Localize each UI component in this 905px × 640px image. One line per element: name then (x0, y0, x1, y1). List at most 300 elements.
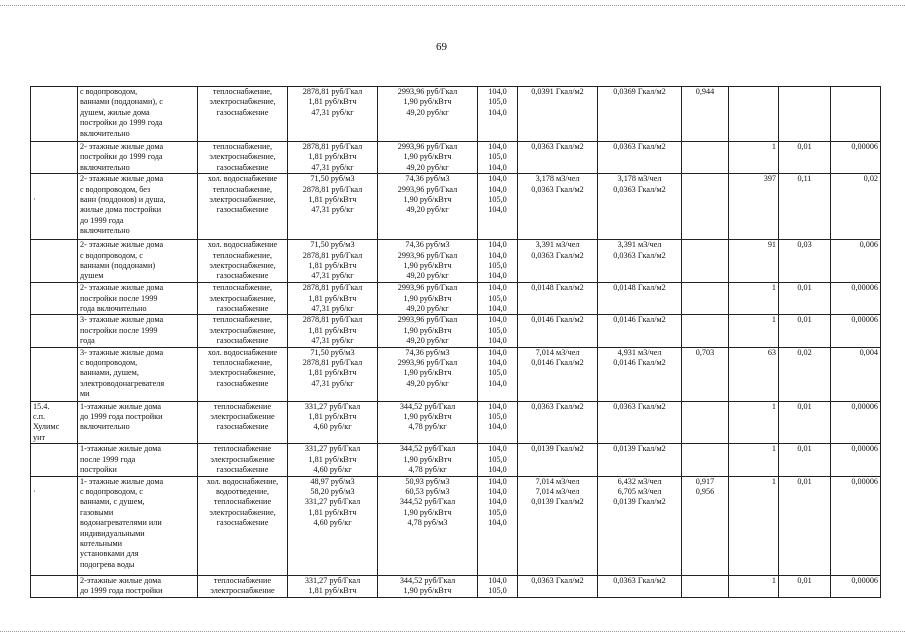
coefficient-cell (682, 401, 729, 444)
tariff-index-cell (478, 444, 518, 476)
cell-line: 331,27 руб/Гкал (304, 401, 361, 411)
cell-line: 1,90 руб/кВтч (403, 585, 452, 595)
cell-line: 15.4. (33, 401, 50, 411)
cell-line: 1,81 руб/кВтч (308, 152, 357, 162)
share2-cell (831, 575, 881, 597)
cell-line: электроснабжение (210, 454, 275, 464)
cell-line: 4,78 руб/кг (408, 465, 447, 475)
services-cell (198, 401, 288, 444)
cell-line: газоснабжение (216, 162, 269, 172)
cell-line: 0,0139 Гкал/м2 (613, 497, 666, 507)
cell-line: 105,0 (488, 97, 507, 107)
building-type-cell (78, 315, 198, 347)
cell-line: 105,0 (488, 195, 507, 205)
table-row (31, 142, 881, 174)
cell-line: 4,60 руб/кг (313, 518, 352, 528)
cell-line (33, 185, 75, 195)
cell-line: 47,31 руб/кг (311, 205, 354, 215)
cell-line: 0,01 (797, 476, 812, 486)
cell-line: 0,004 (859, 347, 878, 357)
cell-line: 4,78 руб/м3 (407, 518, 448, 528)
tariff-new-cell (378, 142, 478, 174)
norm-new-cell (598, 315, 682, 347)
services-cell (198, 575, 288, 597)
cell-line: 2-этажные жилые дома (80, 575, 162, 585)
cell-line: 0,944 (695, 87, 715, 96)
tariff-new-cell (378, 401, 478, 444)
count-cell (729, 315, 779, 347)
cell-line: 104,0 (488, 378, 507, 388)
cell-line: ваннами (поддонами), с (80, 97, 163, 107)
cell-line: 0,11 (797, 174, 812, 184)
count-cell (729, 476, 779, 575)
building-type-cell (78, 283, 198, 315)
cell-line: хол. водоснабжение (207, 240, 278, 250)
cell-line: электроснабжение, (209, 195, 276, 205)
cell-line: теплоснабжение, (212, 142, 273, 151)
tariff-base-cell (288, 174, 378, 240)
cell-line: 344,52 руб/Гкал (399, 497, 456, 507)
cell-line: теплоснабжение, (212, 250, 273, 260)
coefficient-cell (682, 444, 729, 476)
share-cell (779, 174, 831, 240)
municipality-cell (31, 347, 78, 401)
norm-base-cell (518, 315, 598, 347)
cell-line: теплоснабжение, (212, 184, 273, 194)
cell-line: 104,0 (488, 87, 507, 96)
tariff-base-cell (288, 87, 378, 142)
cell-line: электроснабжение, (209, 368, 276, 378)
cell-line: газовыми (80, 507, 114, 517)
cell-line: 7,014 м3/чел (535, 476, 580, 486)
cell-line: теплоснабжение (213, 497, 272, 507)
cell-line: 2878,81 руб/Гкал (302, 184, 363, 194)
tariff-new-cell (378, 575, 478, 597)
cell-line: 1 (771, 283, 776, 293)
tariff-new-cell (378, 283, 478, 315)
table-row (31, 401, 881, 444)
cell-line: 1 (771, 401, 776, 411)
tariff-base-cell (288, 240, 378, 283)
cell-line: газоснабжение (216, 304, 269, 314)
share2-cell (831, 444, 881, 476)
tariff-index-cell (478, 575, 518, 597)
cell-line: 47,31 руб/кг (311, 162, 354, 172)
cell-line: индивидуальными (80, 528, 145, 538)
cell-line: 0,0146 Гкал/м2 (531, 315, 584, 325)
cell-line: газоснабжение (216, 271, 269, 281)
cell-line: 60,53 руб/м3 (405, 486, 450, 496)
cell-line: душем (80, 271, 104, 281)
cell-line (33, 174, 75, 184)
norm-base-cell (518, 283, 598, 315)
services-cell (198, 174, 288, 240)
cell-line: 0,00006 (851, 575, 878, 585)
cell-line: 47,31 руб/кг (311, 304, 354, 314)
count-cell (729, 174, 779, 240)
share-cell (779, 444, 831, 476)
cell-line: 1,81 руб/кВтч (308, 585, 357, 595)
share-cell (779, 240, 831, 283)
cell-line: 0,0363 Гкал/м2 (613, 575, 666, 585)
tariff-new-cell (378, 87, 478, 142)
services-cell (198, 444, 288, 476)
cell-line: 1,90 руб/кВтч (403, 97, 452, 107)
cell-line (33, 477, 75, 487)
cell-line: 1- этажные жилые дома (80, 476, 164, 486)
page-number: 69 (436, 41, 447, 53)
cell-line: 104,0 (488, 142, 507, 151)
services-cell (198, 476, 288, 575)
cell-line: 1 (771, 575, 776, 585)
cell-line: 91 (767, 240, 776, 250)
cell-line: 49,20 руб/кг (406, 205, 449, 215)
cell-line: 49,20 руб/кг (406, 304, 449, 314)
cell-line: 2878,81 руб/Гкал (302, 142, 363, 151)
cell-line: 104,0 (488, 304, 507, 314)
cell-line: 74,36 руб/м3 (405, 240, 450, 250)
cell-line: Хулимс (33, 422, 60, 432)
cell-line: 105,0 (488, 412, 507, 422)
cell-line: 2993,96 руб/Гкал (397, 250, 458, 260)
cell-line: 2- этажные жилые дома (80, 174, 164, 184)
norm-new-cell (598, 575, 682, 597)
cell-line: теплоснабжение, (212, 315, 273, 325)
municipality-cell (31, 444, 78, 476)
norm-new-cell (598, 476, 682, 575)
coefficient-cell (682, 240, 729, 283)
cell-line: 47,31 руб/кг (311, 336, 354, 346)
cell-line: 1,81 руб/кВтч (308, 454, 357, 464)
cell-line: электроснабжение, (209, 152, 276, 162)
cell-line: 0,0146 Гкал/м2 (613, 358, 666, 368)
cell-line: 3,178 м3/чел (535, 174, 580, 184)
tariff-index-cell (478, 347, 518, 401)
building-type-cell (78, 174, 198, 240)
cell-line: 47,31 руб/кг (311, 271, 354, 281)
cell-line: 104,0 (488, 315, 507, 325)
cell-line: газоснабжение (216, 465, 269, 475)
norm-new-cell (598, 444, 682, 476)
cell-line: электроснабжение, (209, 97, 276, 107)
tariff-base-cell (288, 347, 378, 401)
cell-line: 0,0146 Гкал/м2 (531, 358, 584, 368)
cell-line: 71,50 руб/м3 (310, 240, 355, 250)
cell-line: 49,20 руб/кг (406, 378, 449, 388)
cell-line: 0,02 (863, 174, 878, 184)
share2-cell (831, 174, 881, 240)
cell-line: 74,36 руб/м3 (405, 347, 450, 357)
cell-line: 1,90 руб/кВтч (403, 195, 452, 205)
cell-line: 63 (767, 347, 776, 357)
cell-line: 0,00006 (851, 476, 878, 486)
norm-new-cell (598, 240, 682, 283)
cell-line: хол. водоснабжение (207, 347, 278, 357)
cell-line: 6,432 м3/чел (617, 476, 662, 486)
cell-line: 2878,81 руб/Гкал (302, 283, 363, 293)
cell-line: 104,0 (488, 358, 507, 368)
cell-line: 397 (763, 174, 776, 184)
cell-line: 104,0 (488, 518, 507, 528)
share2-cell (831, 476, 881, 575)
cell-line: 344,52 руб/Гкал (399, 401, 456, 411)
share2-cell (831, 142, 881, 174)
cell-line: котельными (80, 538, 123, 548)
municipality-cell (31, 87, 78, 142)
cell-line: 1,90 руб/кВтч (403, 293, 452, 303)
coefficient-cell (682, 347, 729, 401)
cell-line: 104,0 (488, 347, 507, 357)
tariff-index-cell (478, 315, 518, 347)
cell-line: 1,81 руб/кВтч (308, 325, 357, 335)
norm-base-cell (518, 142, 598, 174)
tariff-base-cell (288, 142, 378, 174)
cell-line: 2878,81 руб/Гкал (302, 87, 363, 96)
cell-line: 104,0 (488, 575, 507, 585)
share-cell (779, 347, 831, 401)
cell-line: 1,90 руб/кВтч (403, 152, 452, 162)
table-row (31, 575, 881, 597)
cell-line: · (33, 195, 36, 205)
coefficient-cell (682, 315, 729, 347)
cell-line: после 1999 года (80, 454, 136, 464)
count-cell (729, 347, 779, 401)
cell-line: 0,0363 Гкал/м2 (613, 250, 666, 260)
count-cell (729, 444, 779, 476)
cell-line: 2993,96 руб/Гкал (397, 315, 458, 325)
cell-line: 1,90 руб/кВтч (403, 412, 452, 422)
cell-line: 0,0363 Гкал/м2 (531, 401, 584, 411)
cell-line: 2993,96 руб/Гкал (397, 142, 458, 151)
cell-line: газоснабжение (216, 336, 269, 346)
cell-line: 0,917 (695, 476, 715, 486)
cell-line: 104,0 (488, 401, 507, 411)
cell-line: 0,01 (797, 315, 812, 325)
cell-line: 0,0139 Гкал/м2 (531, 497, 584, 507)
cell-line: 1,81 руб/кВтч (308, 293, 357, 303)
cell-line: включительно (80, 226, 130, 236)
share2-cell (831, 283, 881, 315)
cell-line: 0,0363 Гкал/м2 (531, 575, 584, 585)
cell-line: 1,81 руб/кВтч (308, 261, 357, 271)
cell-line: теплоснабжение (213, 401, 272, 411)
cell-line: теплоснабжение, (212, 358, 273, 368)
cell-line: включительно (80, 422, 130, 432)
norm-new-cell (598, 174, 682, 240)
tariff-new-cell (378, 444, 478, 476)
cell-line: 104,0 (488, 476, 507, 486)
norm-new-cell (598, 142, 682, 174)
cell-line: 344,52 руб/Гкал (399, 575, 456, 585)
cell-line: 0,0148 Гкал/м2 (531, 283, 584, 293)
cell-line: электроснабжение, (209, 261, 276, 271)
cell-line: электроснабжение (210, 412, 275, 422)
cell-line: 47,31 руб/кг (311, 107, 354, 117)
cell-line: 105,0 (488, 293, 507, 303)
cell-line: ми (80, 389, 90, 399)
norm-base-cell (518, 476, 598, 575)
cell-line: с.п. (33, 412, 46, 422)
cell-line: 49,20 руб/кг (406, 107, 449, 117)
coefficient-cell (682, 142, 729, 174)
cell-line: 1 (771, 315, 776, 325)
tariff-index-cell (478, 476, 518, 575)
cell-line: 1,90 руб/кВтч (403, 325, 452, 335)
municipality-cell (31, 142, 78, 174)
cell-line: до 1999 года постройки (80, 585, 163, 595)
share2-cell (831, 87, 881, 142)
cell-line: 0,956 (695, 486, 715, 496)
cell-line: 2- этажные жилые дома (80, 240, 164, 250)
table-row (31, 476, 881, 575)
cell-line: 1-этажные жилые дома (80, 401, 162, 411)
cell-line: года (80, 336, 95, 346)
municipality-cell (31, 575, 78, 597)
coefficient-cell (682, 476, 729, 575)
cell-line: установками для (80, 549, 139, 559)
cell-line: 2- этажные жилые дома (80, 142, 164, 151)
services-cell (198, 87, 288, 142)
cell-line: газоснабжение (216, 422, 269, 432)
cell-line: 2993,96 руб/Гкал (397, 283, 458, 293)
cell-line: 0,03 (797, 240, 812, 250)
building-type-cell (78, 476, 198, 575)
cell-line: 2878,81 руб/Гкал (302, 250, 363, 260)
share2-cell (831, 315, 881, 347)
tariff-table (30, 86, 881, 598)
share-cell (779, 142, 831, 174)
norm-base-cell (518, 401, 598, 444)
cell-line: 4,931 м3/чел (617, 347, 662, 357)
cell-line: постройки после 1999 (80, 325, 158, 335)
cell-line: 0,0148 Гкал/м2 (613, 283, 666, 293)
cell-line: 104,0 (488, 486, 507, 496)
cell-line: подогрева воды (80, 559, 135, 569)
cell-line: с водопроводом, (80, 358, 138, 368)
cell-line: теплоснабжение (213, 444, 272, 454)
cell-line: 104,0 (488, 283, 507, 293)
cell-line: электроснабжение (210, 585, 275, 595)
scan-top-edge (0, 5, 905, 6)
tariff-new-cell (378, 347, 478, 401)
cell-line: теплоснабжение, (212, 87, 273, 96)
cell-line: 3,178 м3/чел (617, 174, 662, 184)
cell-line: 4,78 руб/кг (408, 422, 447, 432)
cell-line: 2993,96 руб/Гкал (397, 87, 458, 96)
tariff-index-cell (478, 240, 518, 283)
cell-line: 4,60 руб/кг (313, 465, 352, 475)
building-type-cell (78, 240, 198, 283)
coefficient-cell (682, 283, 729, 315)
cell-line: 1 (771, 444, 776, 454)
cell-line: жилые дома постройки (80, 205, 162, 215)
cell-line: 0,00006 (851, 444, 878, 454)
cell-line: 104,0 (488, 271, 507, 281)
municipality-cell (31, 315, 78, 347)
cell-line: 3- этажные жилые дома (80, 315, 164, 325)
share-cell (779, 283, 831, 315)
tariff-index-cell (478, 142, 518, 174)
table-body (31, 87, 881, 598)
count-cell (729, 401, 779, 444)
services-cell (198, 142, 288, 174)
cell-line: постройки до 1999 года (80, 152, 163, 162)
cell-line: 0,0146 Гкал/м2 (613, 315, 666, 325)
cell-line: 7,014 м3/чел (535, 486, 580, 496)
cell-line: 0,01 (797, 142, 812, 151)
cell-line: 104,0 (488, 465, 507, 475)
cell-line: унт (33, 432, 46, 442)
cell-line: 105,0 (488, 325, 507, 335)
cell-line: водонагревателями или (80, 518, 162, 528)
cell-line: 2993,96 руб/Гкал (397, 184, 458, 194)
tariff-new-cell (378, 240, 478, 283)
cell-line: 2- этажные жилые дома (80, 283, 164, 293)
cell-line: 331,27 руб/Гкал (304, 497, 361, 507)
tariff-index-cell (478, 283, 518, 315)
cell-line: 105,0 (488, 507, 507, 517)
norm-new-cell (598, 87, 682, 142)
cell-line: 58,20 руб/м3 (310, 486, 355, 496)
cell-line: 74,36 руб/м3 (405, 174, 450, 184)
building-type-cell (78, 347, 198, 401)
cell-line: 331,27 руб/Гкал (304, 575, 361, 585)
cell-line: 0,01 (797, 575, 812, 585)
building-type-cell (78, 401, 198, 444)
cell-line: 1-этажные жилые дома (80, 444, 162, 454)
cell-line: 0,0139 Гкал/м2 (531, 444, 584, 454)
cell-line: 104,0 (488, 444, 507, 454)
tariff-base-cell (288, 283, 378, 315)
norm-new-cell (598, 283, 682, 315)
share-cell (779, 315, 831, 347)
cell-line: 0,0363 Гкал/м2 (613, 401, 666, 411)
cell-line: хол. водоснабжение, (206, 476, 279, 486)
services-cell (198, 347, 288, 401)
coefficient-cell (682, 174, 729, 240)
cell-line: газоснабжение (216, 518, 269, 528)
table-row (31, 240, 881, 283)
cell-line: 2878,81 руб/Гкал (302, 358, 363, 368)
share-cell (779, 476, 831, 575)
cell-line: теплоснабжение (213, 575, 272, 585)
cell-line: ваннами (поддонами) (80, 261, 156, 271)
cell-line: газоснабжение (216, 107, 269, 117)
cell-line: 105,0 (488, 585, 507, 595)
cell-line: 104,0 (488, 336, 507, 346)
cell-line: теплоснабжение, (212, 283, 273, 293)
cell-line: 105,0 (488, 368, 507, 378)
coefficient-cell (682, 87, 729, 142)
cell-line: 105,0 (488, 152, 507, 162)
tariff-base-cell (288, 401, 378, 444)
services-cell (198, 283, 288, 315)
cell-line: постройки до 1999 года (80, 118, 163, 128)
cell-line: 1,81 руб/кВтч (308, 412, 357, 422)
cell-line: 0,0363 Гкал/м2 (531, 142, 584, 151)
norm-base-cell (518, 347, 598, 401)
cell-line: 3,391 м3/чел (617, 240, 662, 250)
cell-line: 1,81 руб/кВтч (308, 507, 357, 517)
cell-line: 71,50 руб/м3 (310, 174, 355, 184)
cell-line: 1 (771, 142, 776, 151)
count-cell (729, 240, 779, 283)
tariff-new-cell (378, 476, 478, 575)
norm-new-cell (598, 347, 682, 401)
count-cell (729, 283, 779, 315)
cell-line: 1,81 руб/кВтч (308, 195, 357, 205)
count-cell (729, 87, 779, 142)
